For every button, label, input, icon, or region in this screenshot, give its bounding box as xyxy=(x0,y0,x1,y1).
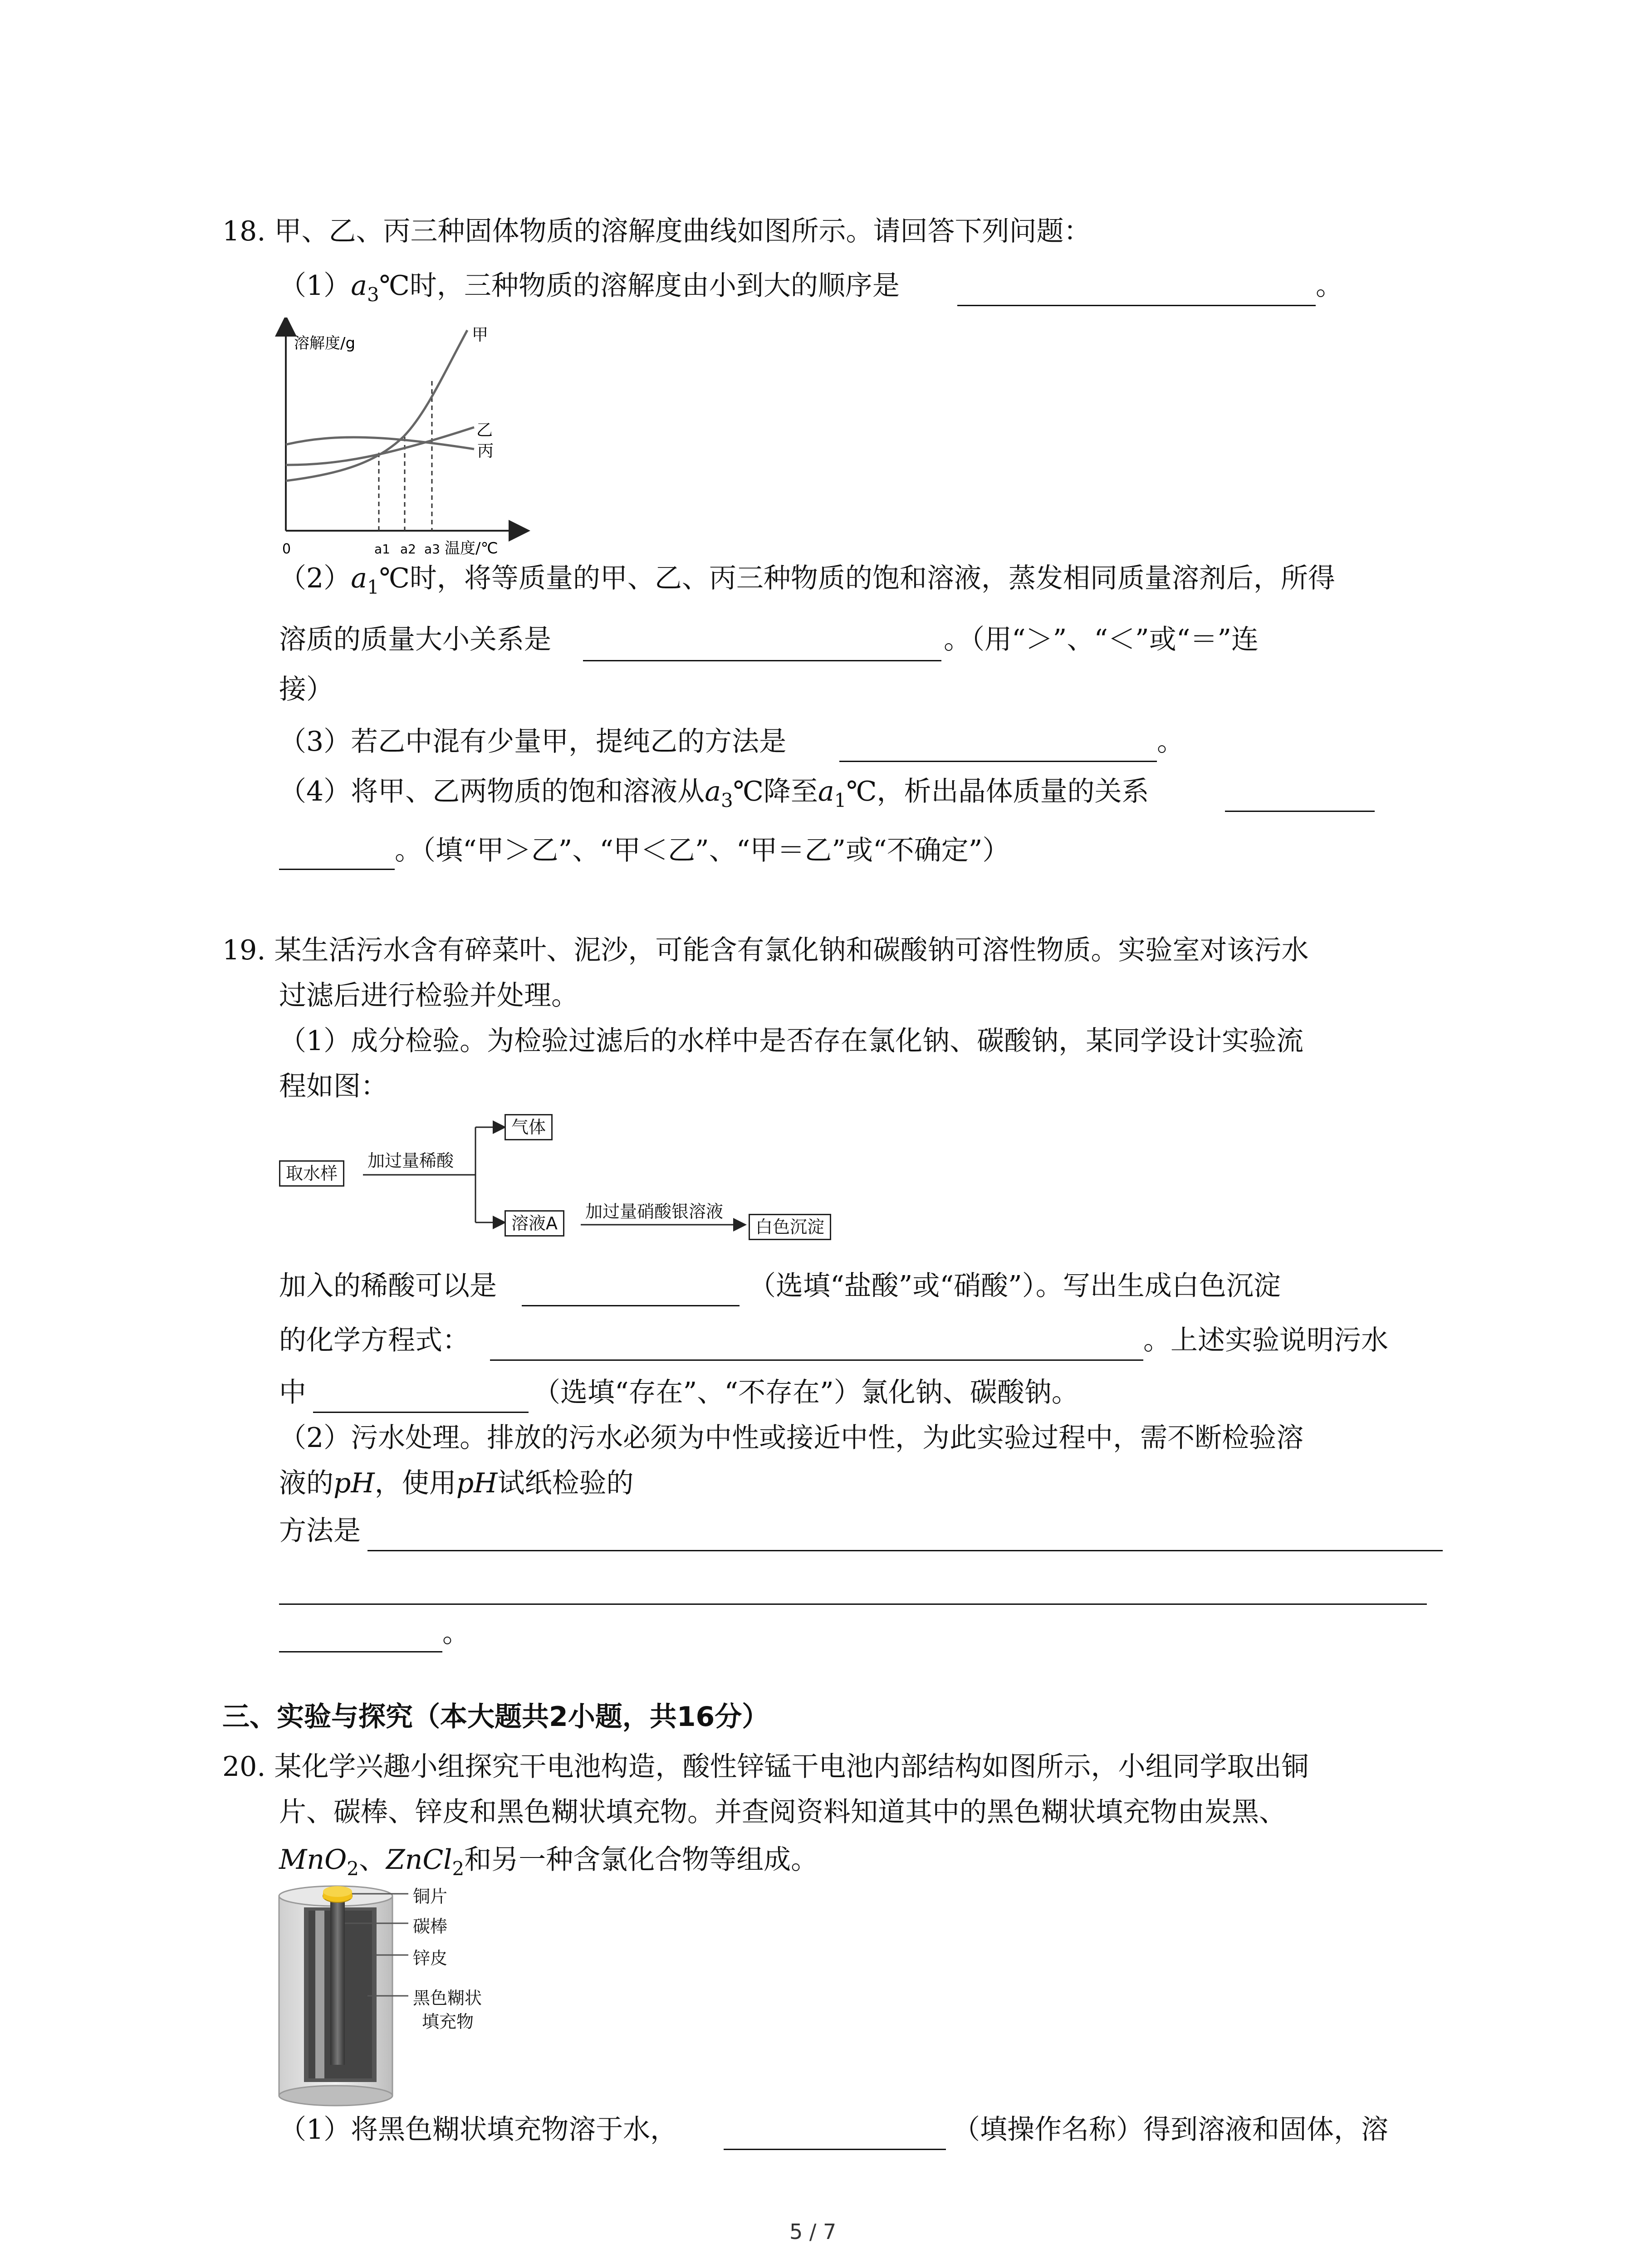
q19-part2-line1: （2）污水处理。排放的污水必须为中性或接近中性，为此实验过程中，需不断检验溶 xyxy=(279,1422,1304,1454)
q18-part3: （3）若乙中混有少量甲，提纯乙的方法是 xyxy=(279,726,787,758)
battery-label-paste-2: 填充物 xyxy=(422,2012,474,2032)
series-label-jia: 甲 xyxy=(472,326,489,344)
x-axis-label: 温度/℃ xyxy=(445,539,498,557)
flow-gas-box: 气体 xyxy=(505,1114,553,1140)
q19-part2-end: 。 xyxy=(442,1617,470,1649)
y-axis-label: 溶解度/g xyxy=(294,334,356,352)
q18-part1: $(1)a_3℃$时，三种物质的溶解度由小到大的顺序是 xyxy=(279,270,900,306)
q18-part4-line2: 。（填“甲＞乙”、“甲＜乙”、“甲＝乙”或“不确定”） xyxy=(395,835,1010,866)
q19-acid-answer-blank[interactable] xyxy=(522,1305,740,1306)
flow-sample-box: 取水样 xyxy=(279,1160,344,1187)
q18-part1-answer-blank[interactable] xyxy=(957,305,1316,306)
q19-method-answer-blank-2[interactable] xyxy=(279,1603,1427,1605)
q20-stem-line1: 20. 某化学兴趣小组探究干电池构造，酸性锌锰干电池内部结构如图所示，小组同学取出铜 xyxy=(222,1751,1309,1783)
q20-stem-line2: 片、碳棒、锌皮和黑色糊状填充物。并查阅资料知道其中的黑色糊状填充物由炭黑、 xyxy=(279,1796,1286,1828)
page-number: 5 / 7 xyxy=(789,2219,837,2244)
q18-part4-line1: （4）将甲、乙两物质的饱和溶液从$a_3℃$降至$a_1℃$，析出晶体质量的关系 xyxy=(279,776,1149,811)
q19-method-answer-blank-1[interactable] xyxy=(367,1550,1443,1551)
q19-fill-line1b: （选填“盐酸”或“硝酸”）。写出生成白色沉淀 xyxy=(749,1270,1281,1302)
q18-part4-answer-blank-1[interactable] xyxy=(1225,811,1375,812)
battery-label-carbon-rod: 碳棒 xyxy=(413,1916,448,1936)
q18-part2-line1: $(2)a_1℃$时，将等质量的甲、乙、丙三种物质的饱和溶液，蒸发相同质量溶剂后，所得 xyxy=(279,562,1335,598)
q18-part2-answer-blank[interactable] xyxy=(583,660,941,661)
q19-part2-line2: 液的pH，使用pH试纸检验的 xyxy=(279,1467,634,1499)
solubility-chart xyxy=(272,318,535,562)
q18-part2-line2a: 溶质的质量大小关系是 xyxy=(279,624,551,655)
q18-part4-answer-blank-2[interactable] xyxy=(279,869,395,870)
q20-part1-a: （1）将黑色糊状填充物溶于水， xyxy=(279,2114,678,2146)
q20-part1-b: （填操作名称）得到溶液和固体，溶 xyxy=(953,2114,1388,2146)
flow-acid-label: 加过量稀酸 xyxy=(367,1151,454,1171)
q19-fill-line2a: 的化学方程式： xyxy=(279,1325,470,1356)
q19-part2-line3: 方法是 xyxy=(279,1515,361,1547)
flow-solution-box: 溶液A xyxy=(505,1210,564,1237)
battery-label-zinc: 锌皮 xyxy=(413,1948,448,1968)
x-tick-a3: a3 xyxy=(424,542,440,557)
q20-operation-answer-blank[interactable] xyxy=(724,2149,946,2150)
q19-part1-line2: 程如图： xyxy=(279,1070,388,1102)
q19-part1-line1: （1）成分检验。为检验过滤后的水样中是否存在氯化钠、碳酸钠，某同学设计实验流 xyxy=(279,1025,1304,1057)
q19-exist-answer-blank[interactable] xyxy=(313,1412,529,1413)
q18-part3-end: 。 xyxy=(1157,726,1184,758)
battery-label-paste-1: 黑色糊状 xyxy=(413,1988,482,2008)
q18-part3-answer-blank[interactable] xyxy=(839,761,1157,762)
curve-jia xyxy=(286,330,467,481)
q18-part2-line2b: 。（用“＞”、“＜”或“＝”连 xyxy=(944,624,1259,655)
flow-silver-label: 加过量硝酸银溶液 xyxy=(585,1202,724,1222)
curve-bing xyxy=(286,427,474,465)
q18-part1-end: 。 xyxy=(1316,270,1343,302)
q19-method-answer-blank-3[interactable] xyxy=(279,1651,442,1652)
q19-fill-line3a: 中 xyxy=(279,1377,306,1408)
flow-precipitate-box: 白色沉淀 xyxy=(749,1214,831,1240)
q19-fill-line1a: 加入的稀酸可以是 xyxy=(279,1270,497,1302)
q19-equation-answer-blank[interactable] xyxy=(490,1359,1143,1361)
series-label-bing: 丙 xyxy=(477,442,494,460)
x-tick-a2: a2 xyxy=(400,542,416,557)
series-label-yi: 乙 xyxy=(476,421,493,440)
section-3-heading: 三、实验与探究（本大题共2小题，共16分） xyxy=(222,1701,769,1733)
q19-fill-line3b: （选填“存在”、“不存在”）氯化钠、碳酸钠。 xyxy=(533,1377,1079,1408)
battery-label-copper: 铜片 xyxy=(413,1887,448,1906)
origin-label: 0 xyxy=(282,541,291,557)
q18-stem: 18. 甲、乙、丙三种固体物质的溶解度曲线如图所示。请回答下列问题： xyxy=(222,215,1091,247)
q18-part2-line3: 接） xyxy=(279,674,333,705)
q19-fill-line2b: 。上述实验说明污水 xyxy=(1143,1325,1388,1356)
x-tick-a1: a1 xyxy=(374,542,390,557)
curve-yi xyxy=(286,437,474,449)
q20-stem-line3: MnO$_2$、ZnCl$_2$和另一种含氯化合物等组成。 xyxy=(279,1844,818,1880)
q19-stem-line1: 19. 某生活污水含有碎菜叶、泥沙，可能含有氯化钠和碳酸钠可溶性物质。实验室对该污水 xyxy=(222,934,1309,966)
q19-stem-line2: 过滤后进行检验并处理。 xyxy=(279,980,578,1012)
